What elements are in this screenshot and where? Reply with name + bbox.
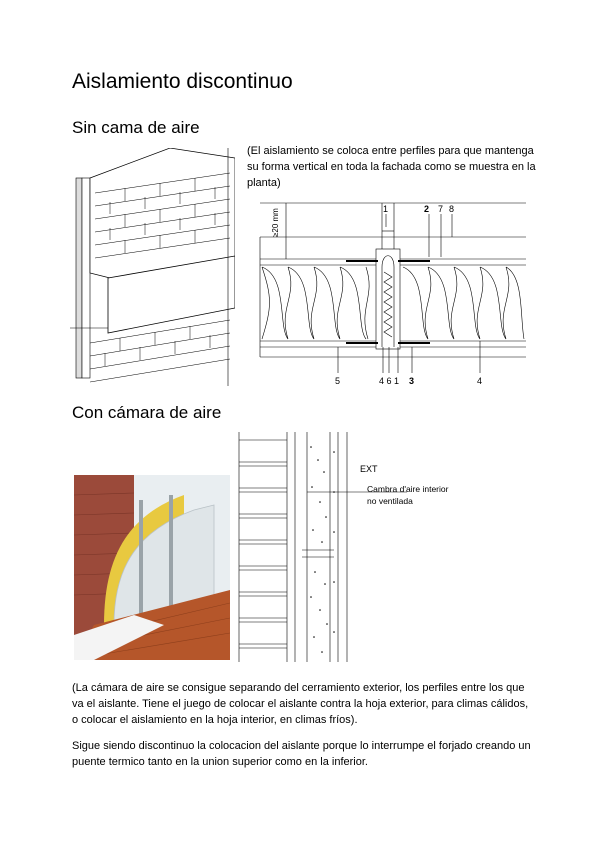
- section-heading-con-camara: Con cámara de aire: [72, 403, 222, 422]
- plan-label-bottom-461: 4 6 1: [379, 376, 400, 386]
- vertical-section-drawing: [232, 432, 482, 662]
- plan-label-top-1: 1: [383, 204, 389, 214]
- plan-label-top-7: 7: [438, 204, 444, 214]
- paragraph-puente-termico: Sigue siendo discontinuo la colocacion del aislante porque lo interrumpe el forjado creando un puente termico tanto en la union superior como en la inferior.: [72, 740, 531, 768]
- section-heading-sin-cama: Sin cama de aire: [72, 118, 200, 137]
- detail-label-air-2: no ventilada: [367, 496, 413, 506]
- plan-label-bottom-4: 4: [477, 376, 483, 386]
- wall-section-drawing: [70, 148, 235, 386]
- detail-label-air-1: Cambra d'aire interior: [367, 484, 449, 494]
- plan-label-bottom-5: 5: [335, 376, 341, 386]
- plan-section-drawing: [258, 197, 528, 387]
- page-title: Aislamiento discontinuo: [72, 70, 293, 93]
- plan-label-top-2: 2: [424, 204, 430, 214]
- plan-label-top-8: 8: [449, 204, 455, 214]
- plan-label-bottom-3: 3: [409, 376, 415, 386]
- caption-sin-cama: (El aislamiento se coloca entre perfiles para que mantenga su forma vertical en toda la fachada como se muestra en la planta): [247, 145, 536, 189]
- plan-dim-label: ≥20 mm: [271, 208, 280, 237]
- wall-assembly-photo: [74, 475, 230, 660]
- detail-label-ext: EXT: [360, 464, 378, 474]
- paragraph-camara-aire: (La cámara de aire se consigue separando del cerramiento exterior, los perfiles entre los que va el aislante. Tiene el juego de colocar el aislante contra la hoja exterior, para climas cálidos, o colocar el aislamiento en la hoja interior, en climas fríos).: [72, 682, 529, 726]
